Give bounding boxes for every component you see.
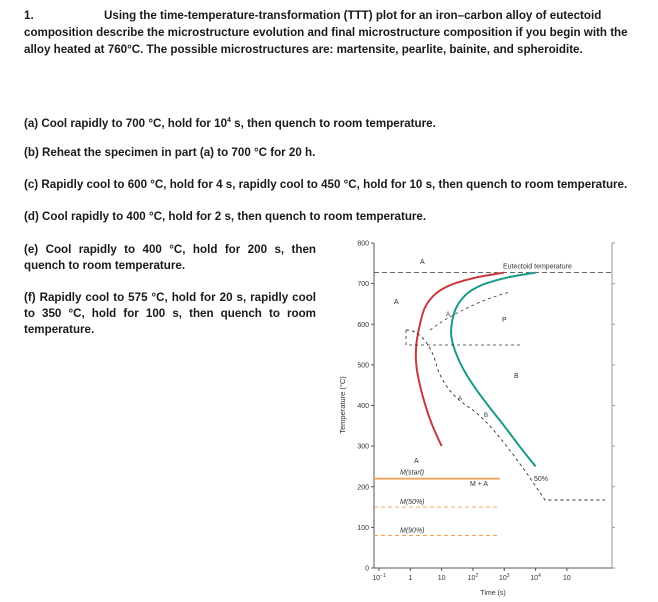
- x-tick-exponent: −1: [380, 573, 386, 579]
- y-tick-label: 700: [357, 281, 369, 289]
- x-tick-label: 10: [437, 575, 446, 582]
- x-tick-label: $10^2$: [467, 573, 479, 582]
- x-tick-label: 10: [562, 575, 571, 582]
- y-axis-label: Temperature (°C): [338, 376, 347, 434]
- label-m50: M(50%): [400, 499, 425, 507]
- part-e: (e) Cool rapidly to 400 °C, hold for 200 s, then quench to room temperature.: [24, 243, 316, 272]
- x-tick-label: $10^3$: [498, 573, 510, 582]
- label-a-top: A: [420, 259, 425, 266]
- part-b: (b) Reheat the specimen in part (a) to 700 °C for 20 h.: [24, 146, 316, 159]
- transformation-50pct-curve: [451, 273, 536, 467]
- x-tick-label: 1: [408, 575, 413, 582]
- part-c: (c) Rapidly cool to 600 °C, hold for 4 s, rapidly cool to 450 °C, hold for 10 s, then quench to room temperature.: [24, 178, 628, 191]
- x-tick-exponent: 2: [475, 573, 479, 579]
- y-tick-label: 400: [357, 403, 369, 410]
- cooling-path-upper: [406, 330, 520, 345]
- x-tick-exponent: 3: [506, 573, 510, 579]
- y-tick-label: 500: [357, 362, 369, 370]
- part-a-text-end: s, then quench to room temperature.: [230, 116, 436, 130]
- eutectoid-label: Eutectoid temperature: [503, 263, 572, 271]
- label-a-b: A: [458, 396, 463, 402]
- label-m-plus-a: M + A: [470, 481, 489, 488]
- y-tick-label: 100: [357, 524, 369, 532]
- part-d: (d) Cool rapidly to 400 °C, hold for 2 s, then quench to room temperature.: [24, 210, 427, 223]
- label-ab-b: B: [484, 413, 489, 419]
- part-f: (f) Rapidly cool to 575 °C, hold for 20 s, rapidly cool to 350 °C, hold for 100 s, then quench to room temperature.: [24, 291, 316, 336]
- x-tick-exponent: 4: [538, 573, 541, 579]
- label-a-mid: A: [394, 299, 399, 306]
- y-ticks: [357, 241, 615, 573]
- y-tick-label: 0: [365, 565, 369, 573]
- x-axis-label: Time (s): [480, 590, 506, 597]
- x-tick-label: $10^4$: [530, 573, 541, 582]
- question-line-1: Using the time-temperature-transformation (TTT) plot for an iron–carbon alloy of eutectoid: [104, 9, 602, 22]
- label-bainite: B: [514, 373, 519, 380]
- label-a-p: A: [446, 312, 451, 318]
- transformation-start-curve: [416, 273, 504, 446]
- label-a-low: A: [414, 458, 419, 465]
- label-m90: M(90%): [400, 527, 425, 535]
- y-tick-label: 300: [357, 443, 369, 451]
- question-line-3: alloy heated at 760°C. The possible microstructures are: martensite, pearlite, bainite, and spheroidite.: [24, 43, 583, 56]
- y-tick-label: 800: [357, 240, 369, 248]
- y-tick-label: 200: [357, 484, 369, 492]
- label-50pct: 50%: [534, 476, 549, 483]
- part-a-exponent: 4: [227, 117, 231, 124]
- y-tick-label: 600: [357, 321, 369, 329]
- cooling-path: [406, 330, 605, 500]
- label-m-start: M(start): [400, 469, 425, 477]
- question-number: 1.: [24, 9, 34, 22]
- part-a-text: (a) Cool rapidly to 700 °C, hold for 10: [24, 116, 228, 130]
- x-tick-label: $10^{-1}$: [372, 573, 386, 582]
- label-pearlite: P: [502, 317, 507, 324]
- question-line-2: composition describe the microstructure evolution and final microstructure composition if you begin with the: [24, 26, 628, 39]
- pearlite-path: [430, 292, 510, 330]
- x-ticks: [372, 568, 571, 582]
